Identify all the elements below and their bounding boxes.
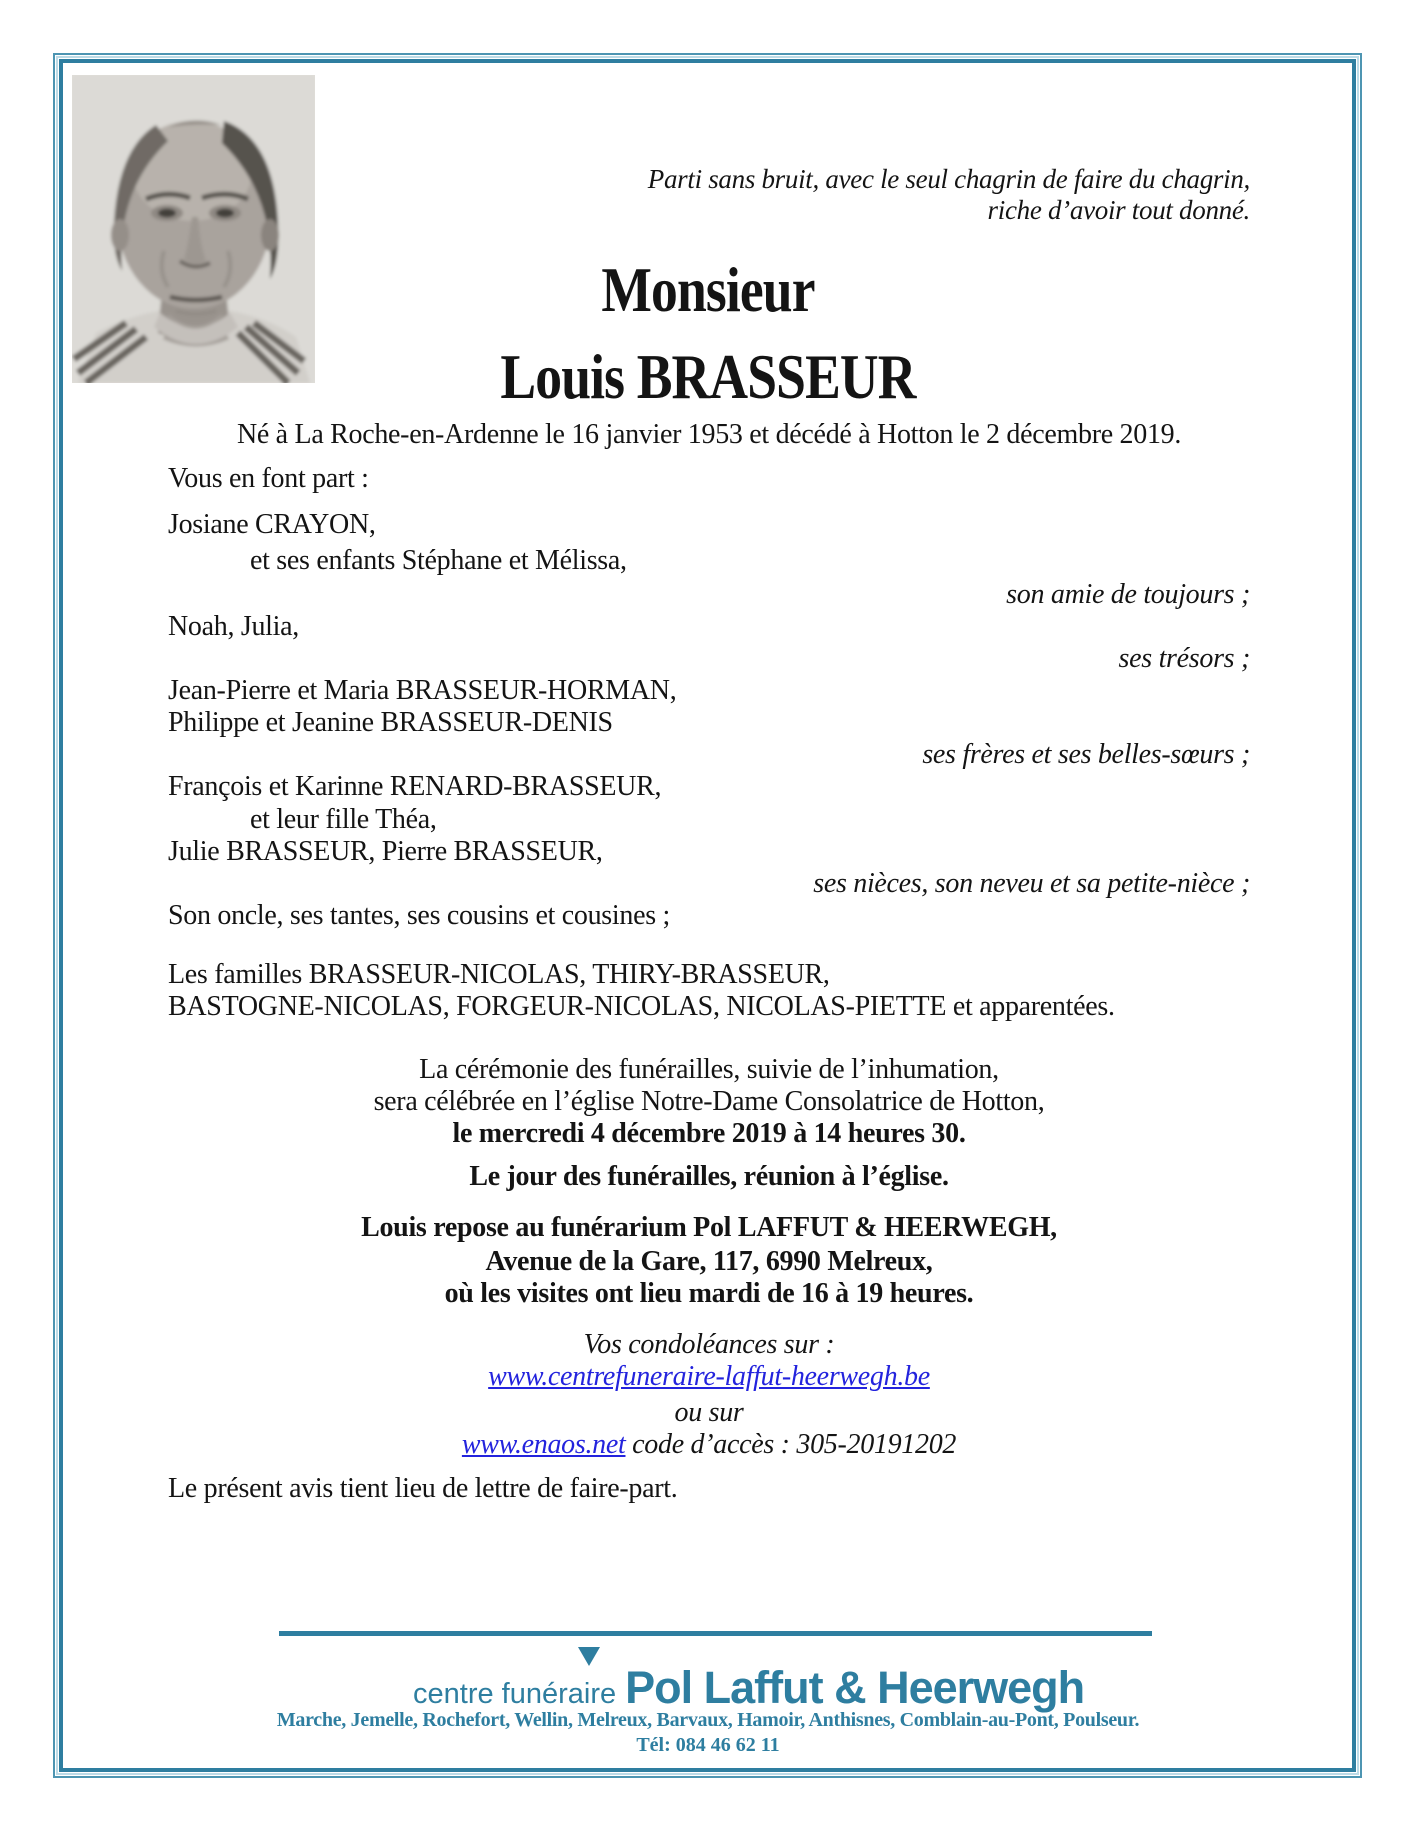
footer-divider-line [279,1631,1152,1636]
body-text: ses trésors ; [1118,643,1250,674]
epigraph-line-2: riche d’avoir tout donné. [987,195,1250,225]
body-line [168,991,1250,1023]
body-line [168,1429,1250,1461]
body-line [168,1278,1250,1310]
body-line [168,1361,1250,1393]
body-text: Le présent avis tient lieu de lettre de faire-part. [168,1473,678,1504]
body-text: code d’accès : 305-20191202 [625,1429,957,1460]
announcement-body [168,419,1250,1505]
body-text: BASTOGNE-NICOLAS, FORGEUR-NICOLAS, NICOLAS-PIETTE et apparentées. [168,991,1115,1022]
body-line [168,836,1250,868]
body-line [168,707,1250,739]
body-line [168,579,1250,611]
body-text: Philippe et Jeanine BRASSEUR-DENIS [168,707,613,738]
body-text: Louis repose au funérarium Pol LAFFUT & HEERWEGH, [361,1212,1057,1243]
body-line [168,419,1250,451]
body-text: Vos condoléances sur : [583,1329,835,1360]
body-line [168,1086,1250,1118]
body-text: et leur fille Théa, [250,804,437,835]
footer-phone: Tél: 084 46 62 11 [636,1734,780,1756]
footer-cities: Marche, Jemelle, Rochefort, Wellin, Melreux, Barvaux, Hamoir, Anthisnes, Comblain-au-Pont, Poulseur. [276,1709,1140,1731]
funeral-home-logo [413,1662,1084,1714]
body-text: Julie BRASSEUR, Pierre BRASSEUR, [168,836,603,867]
body-text: François et Karinne RENARD-BRASSEUR, [168,771,662,802]
body-line [168,959,1250,991]
logo-text-small: centre funéraire [413,1678,617,1710]
body-line [168,545,1250,577]
condolence-link[interactable]: www.centrefuneraire-laffut-heerwegh.be [488,1361,930,1392]
body-line [168,463,1250,495]
body-line [168,1054,1250,1086]
body-text: Jean-Pierre et Maria BRASSEUR-HORMAN, [168,675,677,706]
body-line [168,1161,1250,1193]
body-line [168,643,1250,675]
deceased-name: Louis BRASSEUR [500,342,916,412]
body-line [168,771,1250,803]
body-text: Josiane CRAYON, [168,509,376,540]
body-line [168,1246,1250,1278]
body-text: La cérémonie des funérailles, suivie de l’inhumation, [419,1054,999,1085]
body-line [168,900,1250,932]
logo-text-large: Pol Laffut & Heerwegh [625,1662,1085,1713]
body-line [168,611,1250,643]
body-line [168,509,1250,541]
body-text: Noah, Julia, [168,611,299,642]
epigraph-line-1: Parti sans bruit, avec le seul chagrin de faire du chagrin, [647,164,1250,194]
deceased-title [0,247,1416,421]
body-text: Vous en font part : [168,463,369,494]
body-text: sera célébrée en l’église Notre-Dame Consolatrice de Hotton, [373,1086,1045,1117]
deceased-title-salutation: Monsieur [601,255,815,325]
body-line [168,1118,1250,1150]
body-text: ou sur [674,1397,744,1428]
body-line [168,1397,1250,1429]
body-line [168,804,1250,836]
body-line [168,675,1250,707]
body-line [168,739,1250,771]
body-text: Né à La Roche-en-Ardenne le 16 janvier 1953 et décédé à Hotton le 2 décembre 2019. [236,419,1182,450]
body-text: Les familles BRASSEUR-NICOLAS, THIRY-BRASSEUR, [168,959,830,990]
body-text: Son oncle, ses tantes, ses cousins et cousines ; [168,900,670,931]
body-text: ses frères et ses belles-sœurs ; [922,739,1250,770]
body-text: et ses enfants Stéphane et Mélissa, [250,545,627,576]
body-text: son amie de toujours ; [1006,579,1250,610]
body-text: le mercredi 4 décembre 2019 à 14 heures 30. [452,1118,966,1149]
body-line [168,1473,1250,1505]
condolence-link[interactable]: www.enaos.net [461,1429,626,1460]
body-line [168,1212,1250,1244]
body-text: où les visites ont lieu mardi de 16 à 19 heures. [444,1278,974,1309]
body-text: ses nièces, son neveu et sa petite-nièce ; [813,868,1250,899]
body-text: Le jour des funérailles, réunion à l’église. [469,1161,949,1192]
body-text: Avenue de la Gare, 117, 6990 Melreux, [485,1246,933,1277]
body-line [168,1329,1250,1361]
epigraph [648,164,1250,226]
body-line [168,868,1250,900]
